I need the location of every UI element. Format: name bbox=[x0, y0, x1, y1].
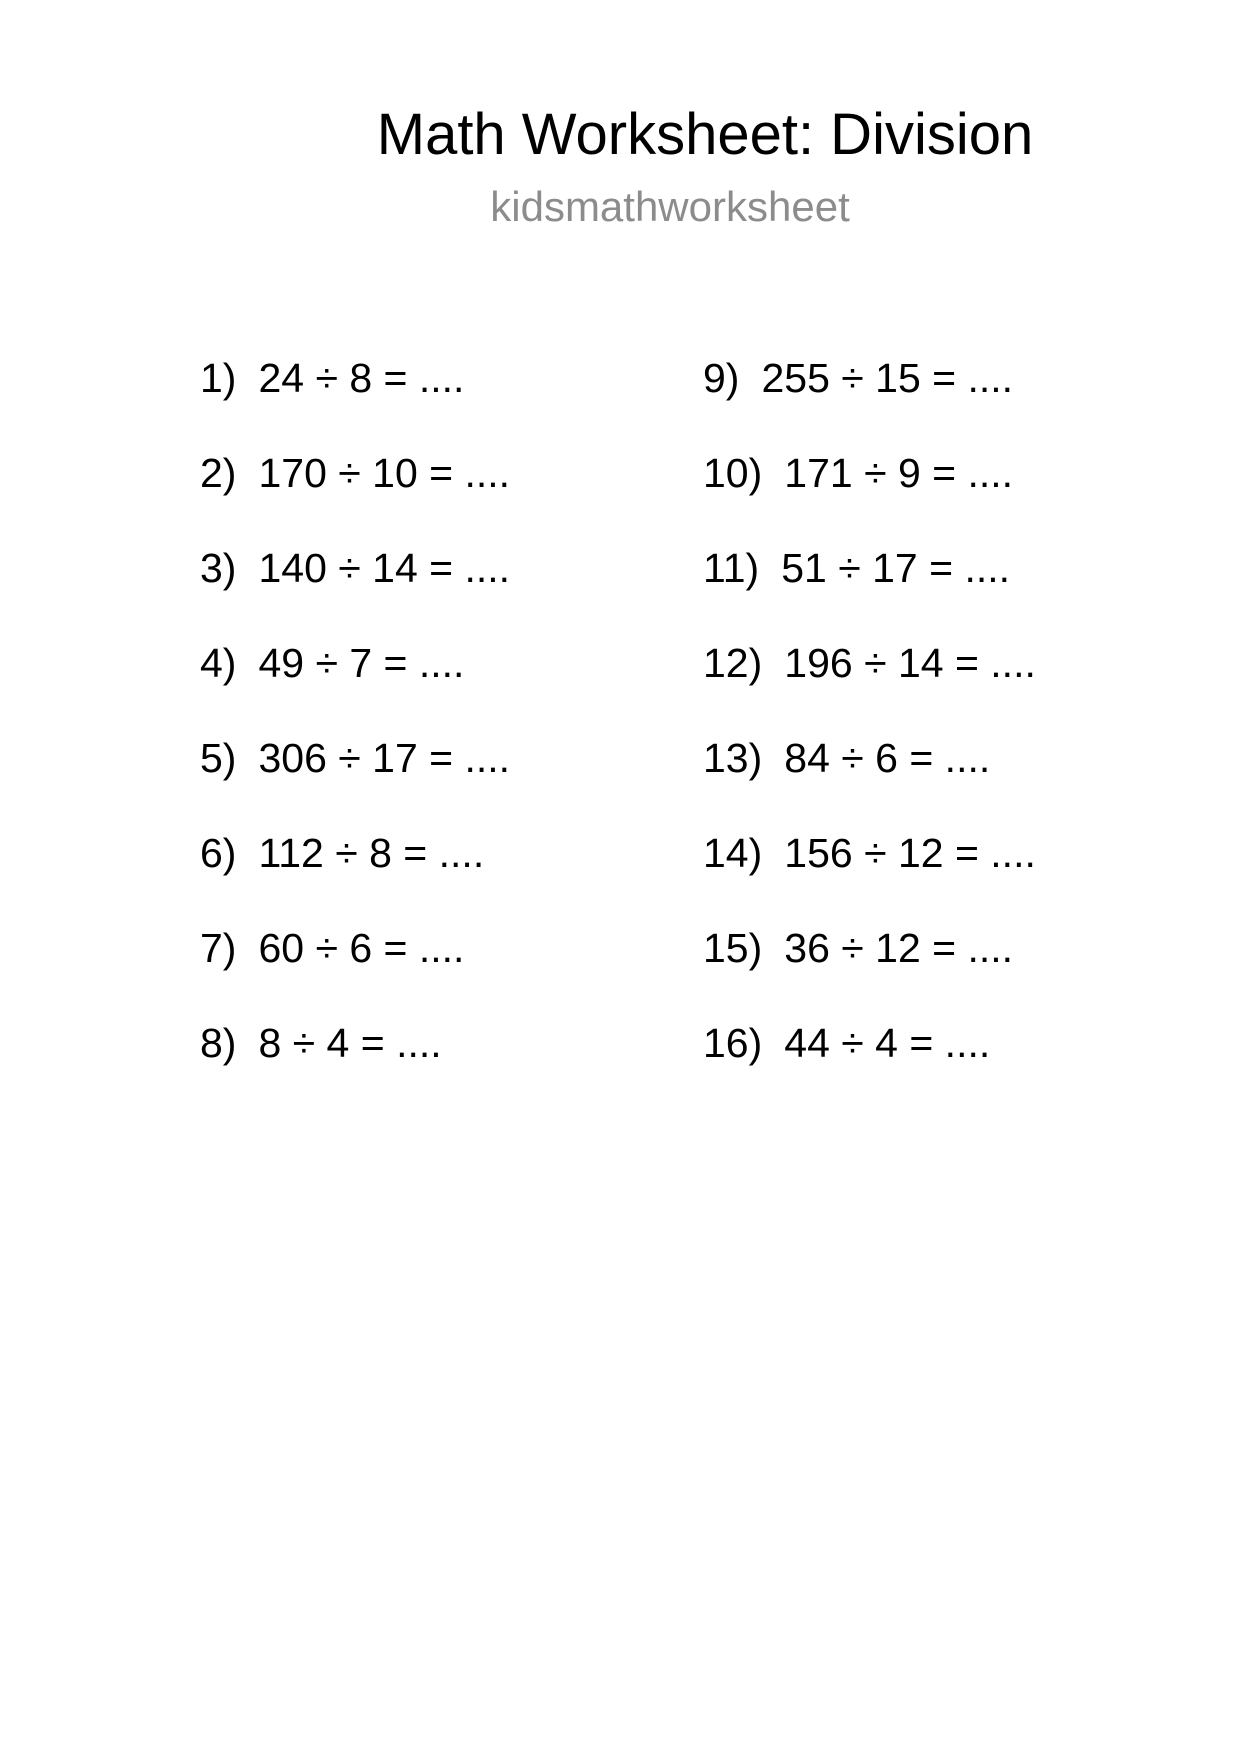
problem-item bbox=[200, 538, 510, 633]
problem-number: 16) bbox=[703, 1020, 763, 1066]
problem-number: 5) bbox=[200, 735, 237, 781]
problem-item bbox=[200, 823, 510, 918]
problem-expression: 306 ÷ 17 = .... bbox=[258, 735, 511, 781]
problem-item bbox=[703, 918, 1036, 1013]
problem-expression: 51 ÷ 17 = .... bbox=[781, 545, 1011, 591]
problem-number: 4) bbox=[200, 640, 237, 686]
problem-expression: 36 ÷ 12 = .... bbox=[784, 925, 1014, 971]
problem-expression: 196 ÷ 14 = .... bbox=[784, 640, 1036, 686]
problem-expression: 255 ÷ 15 = .... bbox=[761, 355, 1014, 401]
problem-expression: 44 ÷ 4 = .... bbox=[784, 1020, 991, 1066]
problem-number: 1) bbox=[200, 355, 237, 401]
problem-expression: 171 ÷ 9 = .... bbox=[784, 450, 1014, 496]
problem-number: 6) bbox=[200, 830, 237, 876]
problem-expression: 49 ÷ 7 = .... bbox=[258, 640, 465, 686]
problem-number: 14) bbox=[703, 830, 763, 876]
problem-number: 8) bbox=[200, 1020, 237, 1066]
problem-item bbox=[200, 728, 510, 823]
problem-expression: 170 ÷ 10 = .... bbox=[258, 450, 511, 496]
problem-item bbox=[703, 538, 1036, 633]
problem-number: 7) bbox=[200, 925, 237, 971]
problem-item bbox=[200, 918, 510, 1013]
problem-expression: 112 ÷ 8 = .... bbox=[258, 830, 485, 876]
worksheet-subtitle: kidsmathworksheet bbox=[490, 183, 850, 230]
problem-expression: 156 ÷ 12 = .... bbox=[784, 830, 1036, 876]
problem-number: 9) bbox=[703, 355, 740, 401]
problem-item bbox=[200, 1013, 510, 1108]
problem-number: 15) bbox=[703, 925, 763, 971]
problem-expression: 24 ÷ 8 = .... bbox=[258, 355, 465, 401]
problem-expression: 140 ÷ 14 = .... bbox=[258, 545, 511, 591]
problem-expression: 8 ÷ 4 = .... bbox=[258, 1020, 442, 1066]
worksheet-title: Math Worksheet: Division bbox=[376, 102, 1034, 167]
problem-item bbox=[703, 823, 1036, 918]
problem-item bbox=[703, 728, 1036, 823]
problem-number: 12) bbox=[703, 640, 763, 686]
problems-column-right bbox=[703, 348, 1036, 1108]
problem-item bbox=[703, 443, 1036, 538]
problem-item bbox=[200, 443, 510, 538]
problems-column-left bbox=[200, 348, 510, 1108]
problem-number: 10) bbox=[703, 450, 763, 496]
problem-number: 11) bbox=[703, 545, 760, 591]
problem-item bbox=[703, 1013, 1036, 1108]
problem-item bbox=[703, 348, 1036, 443]
problem-item bbox=[200, 348, 510, 443]
problem-expression: 60 ÷ 6 = .... bbox=[258, 925, 465, 971]
problem-item bbox=[703, 633, 1036, 728]
problem-number: 3) bbox=[200, 545, 237, 591]
problem-item bbox=[200, 633, 510, 728]
problem-expression: 84 ÷ 6 = .... bbox=[784, 735, 991, 781]
problem-number: 2) bbox=[200, 450, 237, 496]
problem-number: 13) bbox=[703, 735, 763, 781]
